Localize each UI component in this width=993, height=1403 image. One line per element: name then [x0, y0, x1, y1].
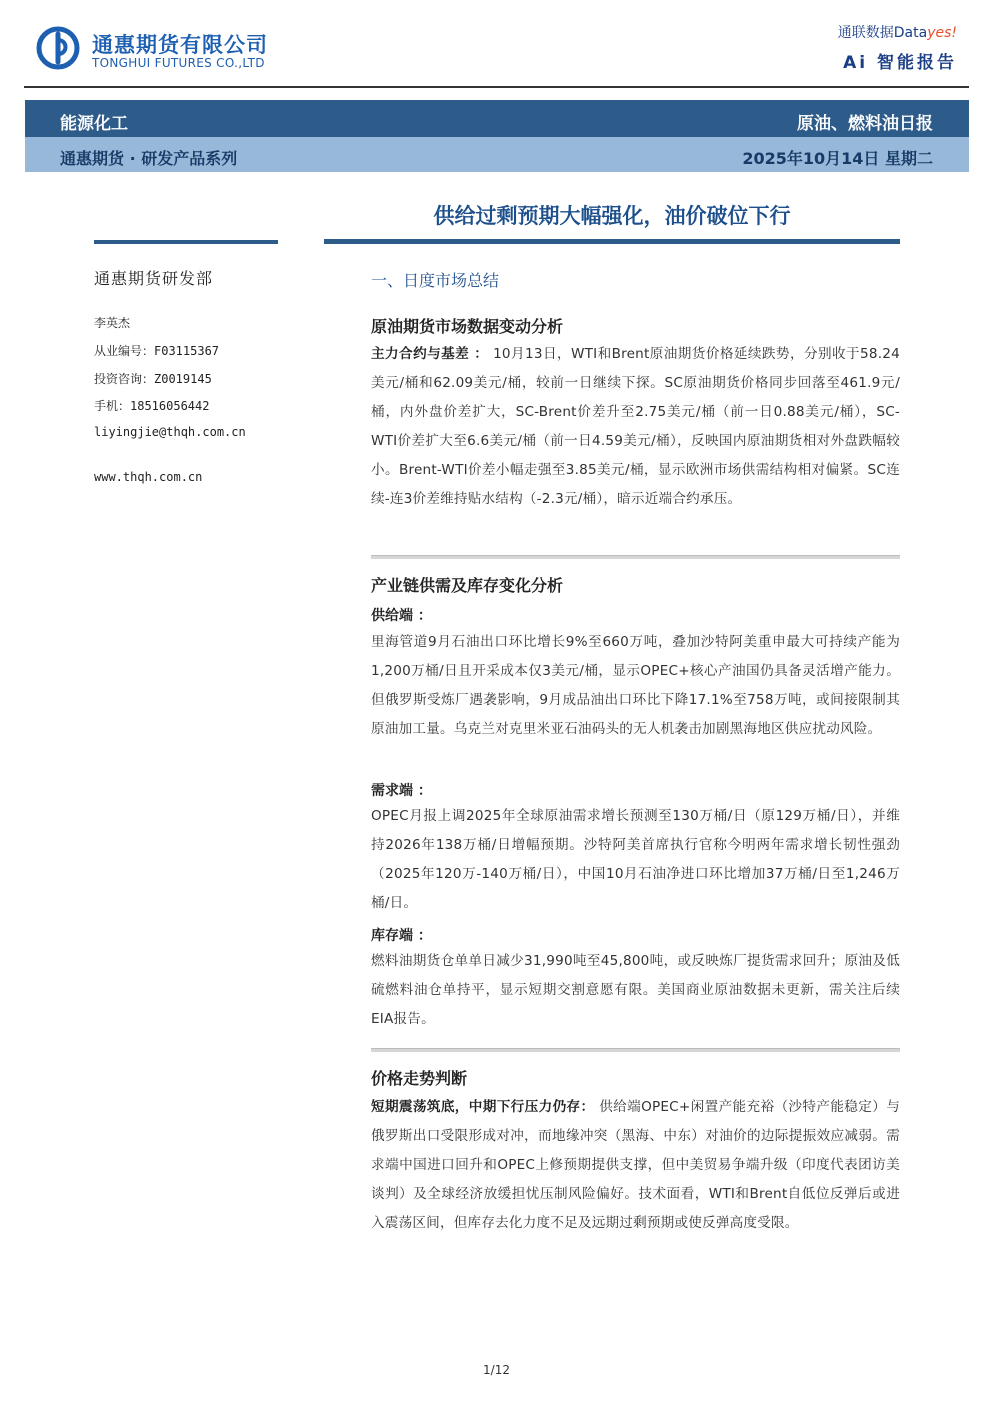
- analyst-name: 李英杰: [94, 316, 131, 330]
- report-title: 供给过剩预期大幅强化，油价破位下行: [433, 204, 791, 228]
- subsection-heading-futures: 原油期货市场数据变动分析: [371, 317, 564, 336]
- subsection-heading-supply-chain: 产业链供需及库存变化分析: [371, 576, 564, 595]
- website-link[interactable]: www.thqh.com.cn: [94, 470, 203, 484]
- email-link[interactable]: liyingjie@thqh.com.cn: [94, 425, 246, 439]
- ai-report-label: Ai 智能报告: [843, 53, 957, 73]
- supply-label: 供给端 ：: [371, 608, 432, 624]
- sidebar-title-rule: [94, 240, 278, 244]
- datayes-yes: yes!: [927, 25, 957, 41]
- subsection-heading-price: 价格走势判断: [371, 1069, 468, 1088]
- demand-label: 需求端 ：: [371, 783, 432, 799]
- phone-number: 手机：18516056442: [94, 399, 210, 413]
- paragraph-demand: OPEC月报上调2025年全球原油需求增长预测至130万桶/日（原129万桶/日），并维持2026年138万桶/日增幅预期。沙特阿美首席执行官称今明两年需求增长韧性强劲（2025年120万-140万桶/日），中国10月石油净进口环比增加37万桶/日至1,246万桶/日。: [371, 808, 900, 911]
- page-number: 1/12: [483, 1363, 510, 1377]
- category-band: [25, 100, 969, 137]
- analyst-sidebar: [94, 266, 294, 484]
- department-name: 通惠期货研发部: [94, 269, 214, 288]
- report-date: 2025年10月14日 星期二: [742, 149, 933, 168]
- paragraph-inventory: 燃料油期货仓单单日减少31,990吨至45,800吨，或反映炼厂提货需求回升；原油及低硫燃料油仓单持平，显示短期交割意愿有限。美国商业原油数据未更新，需关注后续EIA报告。: [371, 953, 900, 1027]
- section-divider: [371, 555, 900, 559]
- paragraph-text: 供给端OPEC+闲置产能充裕（沙特产能稳定）与俄罗斯出口受限形成对冲，而地缘冲突（黑海、中东）对油价的边际提振效应减弱。需求端中国进口回升和OPEC上修预期提供支撑，但中美贸易争端升级（印度代表团访美谈判）及全球经济放缓担忧压制风险偏好。技术面看，WTI和Brent自低位反弹后或进入震荡区间，但库存去化力度不足及远期过剩预期或使反弹高度受限。: [371, 1099, 900, 1231]
- license-number: 从业编号：F03115367: [94, 344, 220, 358]
- consult-number: 投资咨询：Z0019145: [94, 372, 212, 386]
- report-type-label: 原油、燃料油日报: [797, 114, 933, 134]
- section-divider: [371, 1048, 900, 1052]
- paragraph-text: 10月13日，WTI和Brent原油期货价格延续跌势，分别收于58.24美元/桶和62.09美元/桶，较前一日继续下探。SC原油期货价格同步回落至461.9元/桶，内外盘价差扩大，SC-Brent价差升至2.75美元/桶（前一日0.88美元/桶），SC-WTI价差扩大至6.6美元/桶（前一日4.59美元/桶），反映国内原油期货相对外盘跌幅较小。Brent-WTI价差小幅走强至3.85美元/桶，显示欧洲市场供需结构相对偏紧。SC连续-连3价差维持贴水结构（-2.3元/桶），暗示近端合约承压。: [371, 346, 900, 507]
- datayes-brand: [838, 22, 957, 73]
- tonghui-logo-icon: [36, 26, 80, 70]
- paragraph-supply: 里海管道9月石油出口环比增长9%至660万吨，叠加沙特阿美重申最大可持续产能为1,200万桶/日且开采成本仅3美元/桶，显示OPEC+核心产油国仍具备灵活增产能力。但俄罗斯受炼厂遇袭影响，9月成品油出口环比下降17.1%至758万吨，或间接限制其原油加工量。乌克兰对克里米亚石油码头的无人机袭击加剧黑海地区供应扰动风险。: [371, 634, 900, 737]
- paragraph-lead: 主力合约与基差 ：: [371, 346, 489, 362]
- section-heading: 一、日度市场总结: [371, 271, 500, 290]
- datayes-logo: [838, 22, 957, 42]
- company-name-en: TONGHUI FUTURES CO.,LTD: [92, 56, 265, 70]
- series-label: 通惠期货 · 研发产品系列: [60, 149, 238, 168]
- header-divider: [24, 86, 969, 88]
- paragraph-futures: [371, 340, 900, 514]
- datayes-data: Data: [893, 25, 928, 41]
- inventory-label: 库存端 ：: [371, 928, 432, 944]
- paragraph-lead: 短期震荡筑底，中期下行压力仍存：: [371, 1099, 595, 1115]
- company-logo: [36, 26, 266, 76]
- datayes-prefix: 通联数据: [837, 25, 894, 41]
- company-name-cn: 通惠期货有限公司: [92, 33, 268, 57]
- series-band: [25, 137, 969, 172]
- main-title-rule: [324, 239, 900, 244]
- paragraph-price: [371, 1093, 900, 1238]
- category-label: 能源化工: [60, 114, 128, 134]
